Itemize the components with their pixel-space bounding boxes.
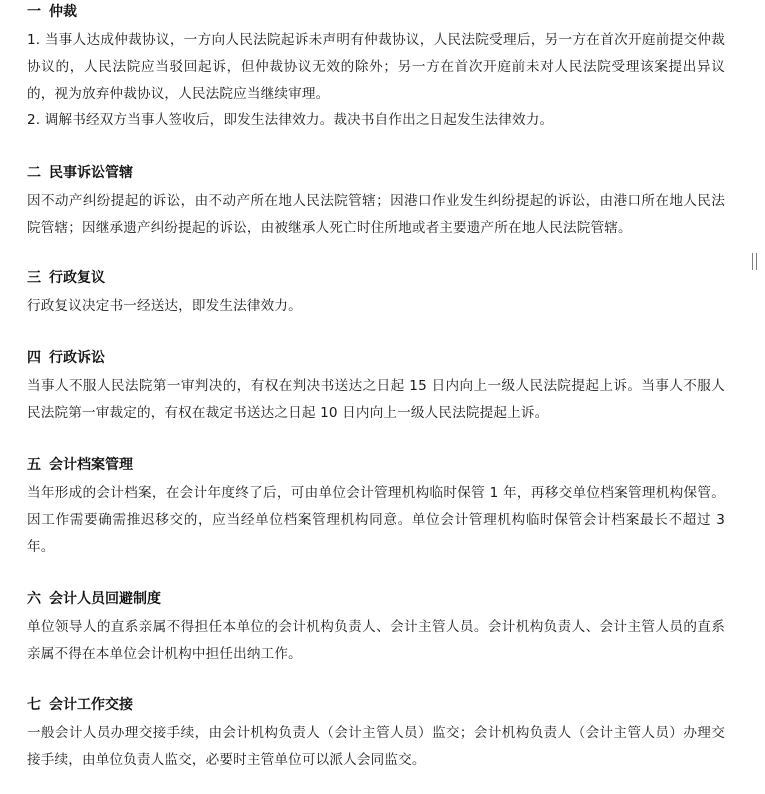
section-accountant-recusal bbox=[27, 587, 725, 668]
section-number: 四 bbox=[27, 350, 41, 366]
paragraph: 1. 当事人达成仲裁协议，一方向人民法院起诉未声明有仲裁协议，人民法院受理后，另一方在首次开庭前提交仲裁协议的，人民法院应当驳回起诉，但仲裁协议无效的除外；另一方在首次开庭前未对人民法院受理该案提出异议的，视为放弃仲裁协议，人民法院应当继续审理。 bbox=[27, 32, 725, 102]
section-title: 会计工作交接 bbox=[49, 697, 133, 713]
section-heading bbox=[27, 266, 725, 290]
paragraph: 因不动产纠纷提起的诉讼，由不动产所在地人民法院管辖；因港口作业发生纠纷提起的诉讼，由港口所在地人民法院管辖；因继承遗产纠纷提起的诉讼，由被继承人死亡时住所地或者主要遗产所在地人民法院管辖。 bbox=[27, 193, 725, 236]
resize-handle-icon[interactable] bbox=[752, 253, 757, 270]
section-number: 五 bbox=[27, 457, 41, 473]
paragraph: 2. 调解书经双方当事人签收后，即发生法律效力。裁决书自作出之日起发生法律效力。 bbox=[27, 112, 554, 129]
section-title: 行政复议 bbox=[49, 270, 105, 286]
section-accounting-archives bbox=[27, 453, 725, 560]
section-administrative-litigation bbox=[27, 346, 725, 427]
section-number: 七 bbox=[27, 697, 41, 713]
section-heading bbox=[27, 161, 725, 185]
section-civil-jurisdiction bbox=[27, 161, 725, 242]
paragraph: 当年形成的会计档案，在会计年度终了后，可由单位会计管理机构临时保管 1 年，再移交单位档案管理机构保管。因工作需要确需推迟移交的，应当经单位档案管理机构同意。单位会计管理机构临时保管会计档案最长不超过 3 年。 bbox=[27, 485, 725, 555]
section-heading bbox=[27, 587, 725, 611]
section-title: 仲裁 bbox=[49, 4, 77, 20]
paragraph: 当事人不服人民法院第一审判决的，有权在判决书送达之日起 15 日内向上一级人民法院提起上诉。当事人不服人民法院第一审裁定的，有权在裁定书送达之日起 10 日内向上一级人民法院提起上诉。 bbox=[27, 378, 725, 421]
section-work-handover bbox=[27, 693, 725, 774]
paragraph: 一般会计人员办理交接手续，由会计机构负责人（会计主管人员）监交；会计机构负责人（会计主管人员）办理交接手续，由单位负责人监交，必要时主管单位可以派人会同监交。 bbox=[27, 725, 725, 768]
paragraph: 单位领导人的直系亲属不得担任本单位的会计机构负责人、会计主管人员。会计机构负责人、会计主管人员的直系亲属不得在本单位会计机构中担任出纳工作。 bbox=[27, 619, 725, 662]
section-number: 六 bbox=[27, 591, 41, 607]
section-heading bbox=[27, 693, 725, 717]
section-heading bbox=[27, 346, 725, 370]
section-title: 民事诉讼管辖 bbox=[49, 165, 133, 181]
section-title: 会计人员回避制度 bbox=[49, 591, 161, 607]
section-number: 二 bbox=[27, 165, 41, 181]
section-number: 三 bbox=[27, 270, 41, 286]
section-arbitration bbox=[27, 0, 725, 134]
section-title: 会计档案管理 bbox=[49, 457, 133, 473]
paragraph: 行政复议决定书一经送达，即发生法律效力。 bbox=[27, 298, 302, 314]
section-number: 一 bbox=[27, 4, 41, 20]
section-heading bbox=[27, 453, 725, 477]
section-title: 行政诉讼 bbox=[49, 350, 105, 366]
section-heading bbox=[27, 0, 725, 24]
section-administrative-review bbox=[27, 266, 725, 320]
